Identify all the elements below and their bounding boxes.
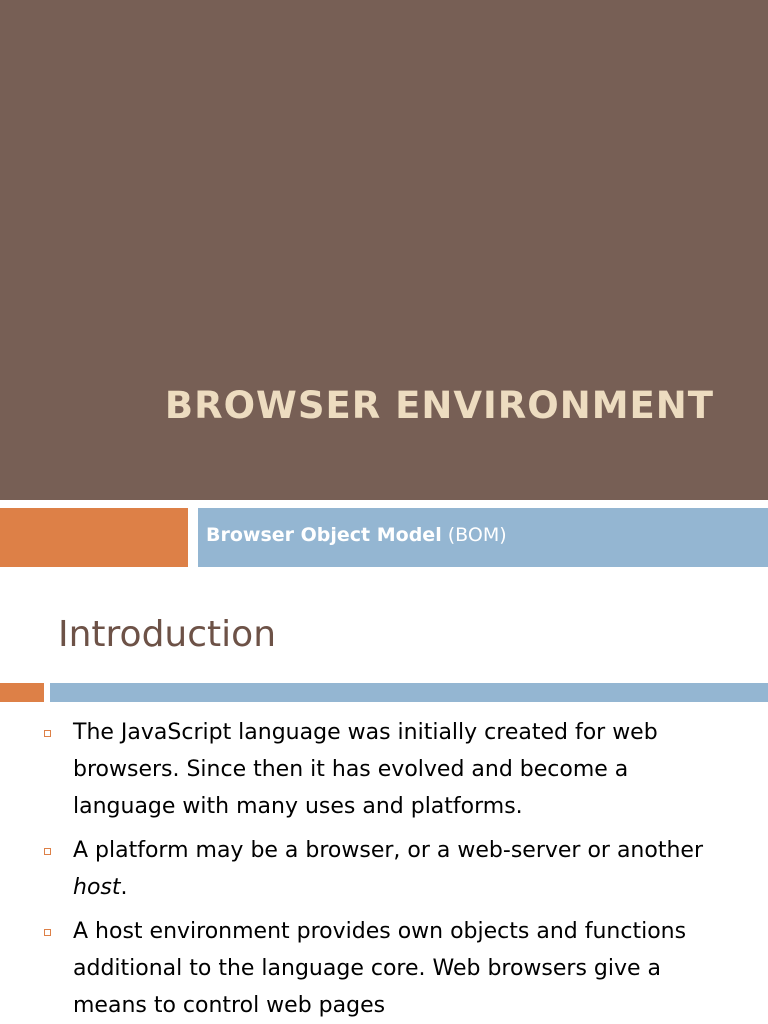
slide-title: BROWSER ENVIRONMENT [164,384,714,427]
accent-block-orange [0,508,188,567]
bullet-text-before: A platform may be a browser, or a web-server or another [73,838,703,863]
bullet-text-italic: host [73,875,121,900]
subtitle-bold-text: Browser Object Model [206,524,442,546]
bullet-text: A host environment provides own objects and functions additional to the language core. Web browsers give a means to control web pages [73,919,687,1018]
bullet-list [44,714,734,1024]
heading-bar-blue [50,683,768,702]
bullet-text: The JavaScript language was initially created for web browsers. Since then it has evolved and become a language with many uses and platforms. [73,720,658,819]
bullet-item [44,714,734,825]
subtitle-rest-text: (BOM) [441,524,507,546]
bullet-item [44,832,734,906]
section-heading: Introduction [58,614,277,655]
bullet-item [44,913,734,1024]
bullet-text-after: . [120,875,128,900]
square-bullet-icon [44,929,51,936]
square-bullet-icon [44,730,51,737]
title-band [0,0,768,500]
heading-bar-orange [0,683,44,702]
square-bullet-icon [44,848,51,855]
slide-subtitle [206,524,507,546]
